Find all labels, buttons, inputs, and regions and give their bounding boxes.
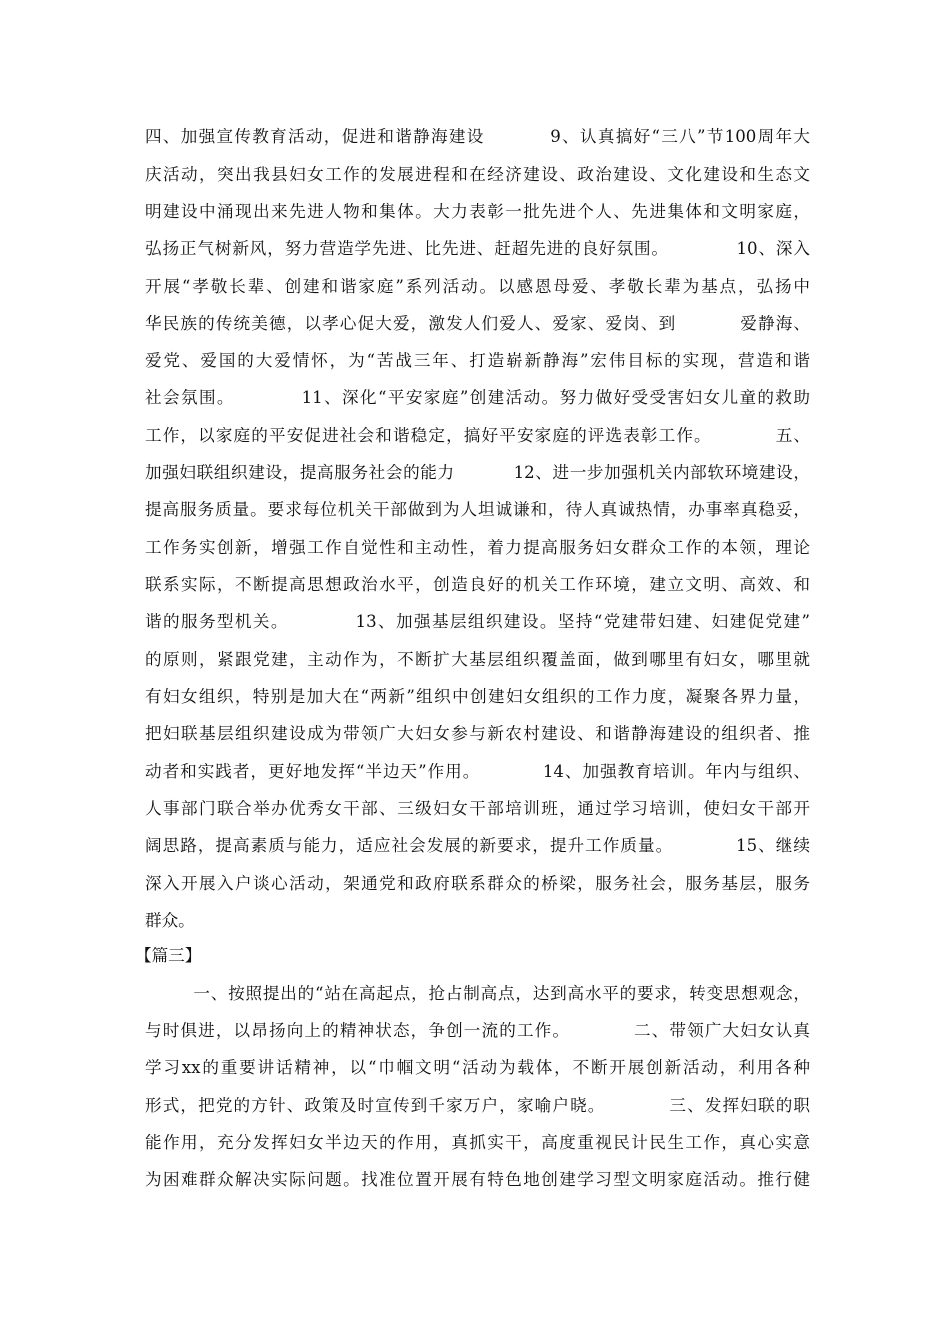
text-line: 爱党、爱国的大爱情怀，为“苦战三年、打造崭新静海”宏伟目标的实现，营造和谐 [145, 351, 810, 370]
text-line: 四、加强宣传教育活动，促进和谐静海建设 9、认真搞好“三八”节100周年大 [145, 127, 810, 146]
text-line: 工作务实创新，增强工作自觉性和主动性，着力提高服务妇女群众工作的本领，理论 [145, 538, 810, 557]
text-line: 学习xx的重要讲话精神，以“巾帼文明“活动为载体，不断开展创新活动，利用各种 [145, 1058, 810, 1077]
text-line: 群众。 [145, 911, 195, 930]
text-line: 提高服务质量。要求每位机关干部做到为人坦诚谦和，待人真诚热情，办事率真稳妥， [145, 500, 810, 519]
text-line: 阔思路，提高素质与能力，适应社会发展的新要求，提升工作质量。 15、继续 [145, 836, 810, 855]
text-line: 社会氛围。 11、深化“平安家庭”创建活动。努力做好受受害妇女儿童的救助 [145, 388, 810, 407]
section-heading: 【篇三】 [135, 946, 202, 965]
text-line: 动者和实践者，更好地发挥“半边天”作用。 14、加强教育培训。年内与组织、 [145, 762, 810, 781]
text-line: 开展“孝敬长辈、创建和谐家庭”系列活动。以感恩母爱、孝敬长辈为基点，弘扬中 [145, 277, 810, 296]
text-line: 一、按照提出的“站在高起点，抢占制高点，达到高水平的要求，转变思想观念， [145, 984, 810, 1003]
text-line: 的原则，紧跟党建，主动作为，不断扩大基层组织覆盖面，做到哪里有妇女，哪里就 [145, 650, 810, 669]
text-line: 明建设中涌现出来先进人物和集体。大力表彰一批先进个人、先进集体和文明家庭， [145, 202, 810, 221]
text-line: 人事部门联合举办优秀女干部、三级妇女干部培训班，通过学习培训，使妇女干部开 [145, 799, 810, 818]
text-line: 有妇女组织，特别是加大在“两新”组织中创建妇女组织的工作力度，凝聚各界力量， [145, 687, 810, 706]
text-line: 庆活动，突出我县妇女工作的发展进程和在经济建设、政治建设、文化建设和生态文 [145, 165, 810, 184]
text-line: 把妇联基层组织建设成为带领广大妇女参与新农村建设、和谐静海建设的组织者、推 [145, 724, 810, 743]
text-line: 联系实际，不断提高思想政治水平，创造良好的机关工作环境，建立文明、高效、和 [145, 575, 810, 594]
text-line: 形式，把党的方针、政策及时宣传到千家万户，家喻户晓。 三、发挥妇联的职 [145, 1096, 810, 1115]
text-line: 为困难群众解决实际问题。找准位置开展有特色地创建学习型文明家庭活动。推行健 [145, 1170, 810, 1189]
text-line: 华民族的传统美德，以孝心促大爱，激发人们爱人、爱家、爱岗、到 爱静海、 [145, 314, 810, 333]
text-line: 谐的服务型机关。 13、加强基层组织建设。坚持“党建带妇建、妇建促党建” [145, 612, 810, 631]
text-line: 能作用，充分发挥妇女半边天的作用，真抓实干，高度重视民计民生工作，真心实意 [145, 1133, 810, 1152]
text-line: 深入开展入户谈心活动，架通党和政府联系群众的桥梁，服务社会，服务基层，服务 [145, 874, 810, 893]
text-line: 加强妇联组织建设，提高服务社会的能力 12、进一步加强机关内部软环境建设， [145, 463, 810, 482]
text-line: 工作，以家庭的平安促进社会和谐稳定，搞好平安家庭的评选表彰工作。 五、 [145, 426, 810, 445]
text-line: 弘扬正气树新风，努力营造学先进、比先进、赶超先进的良好氛围。 10、深入 [145, 239, 810, 258]
text-line: 与时俱进，以昂扬向上的精神状态，争创一流的工作。 二、带领广大妇女认真 [145, 1021, 810, 1040]
